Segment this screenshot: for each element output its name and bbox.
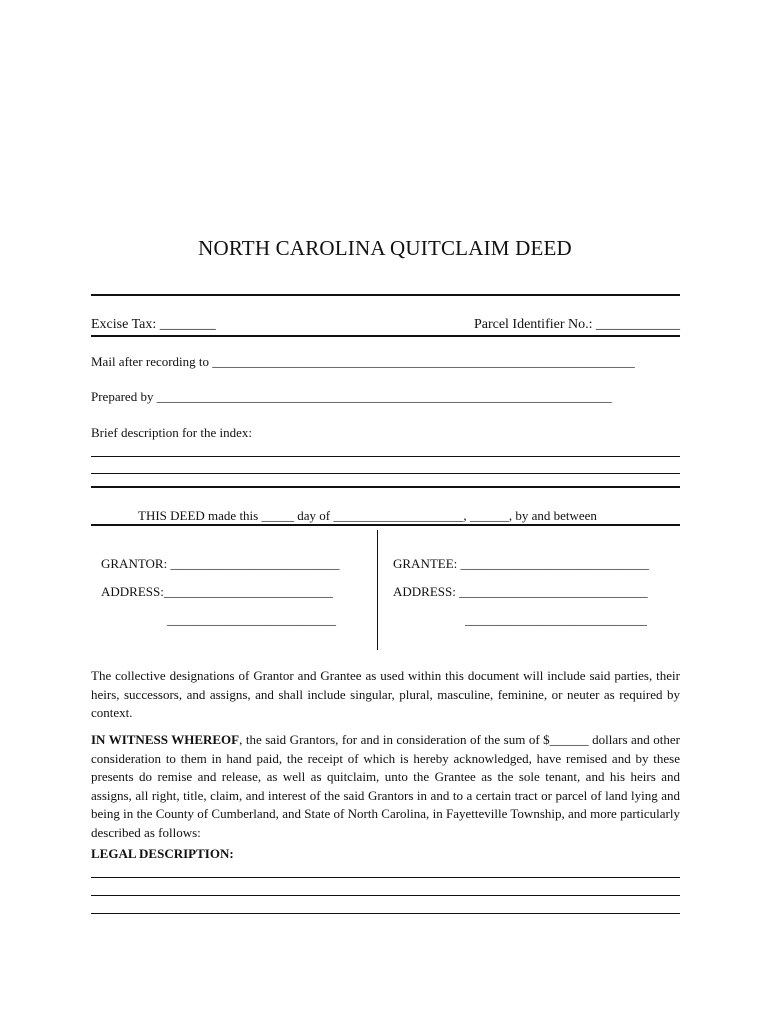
legal-line-1 [91, 877, 680, 878]
index-line-1 [91, 456, 680, 457]
header-rule [91, 335, 680, 337]
index-line-2 [91, 473, 680, 474]
parties-rule [91, 524, 680, 526]
witness-text: , the said Grantors, for and in consideration of the sum of $______ dollars and other consideration to them in hand paid, the receipt of which is hereby acknowledged, have remised and by these presents do remise and release, as well as quitclaim, unto the Grantee as the sole tenant, and his heirs and assigns, all right, title, claim, and interest of the said Grantors in and to a certain tract or parcel of land lying and being in the County of Cumberland, and State of North Carolina, in Fayetteville Township, and more particularly described as follows: [91, 732, 680, 840]
witness-paragraph [91, 731, 680, 843]
deed-made-line: THIS DEED made this _____ day of ____________________, ______, by and between [138, 508, 597, 523]
grantee-field: GRANTEE: _____________________________ [393, 556, 650, 571]
parcel-id-field: Parcel Identifier No.: ____________ [473, 317, 680, 332]
prepared-by-field: Prepared by ______________________________________________________________________ [91, 389, 612, 404]
document-title: NORTH CAROLINA QUITCLAIM DEED [198, 236, 572, 260]
index-rule [91, 486, 680, 488]
parties-divider [377, 530, 378, 650]
witness-heading: IN WITNESS WHEREOF [91, 732, 240, 747]
grantor-address-field: ADDRESS:__________________________ [101, 584, 333, 599]
mail-after-field: Mail after recording to _________________________________________________________________ [91, 354, 635, 369]
brief-description-label: Brief description for the index: [91, 425, 253, 440]
grantor-field: GRANTOR: __________________________ [101, 556, 340, 571]
grantee-address-field: ADDRESS: _____________________________ [393, 584, 648, 599]
collective-designations-paragraph: The collective designations of Grantor and Grantee as used within this document will include said parties, their heirs, successors, and assigns, and shall include singular, plural, masculine, feminine, or neuter as required by context. [91, 668, 680, 721]
legal-description-label: LEGAL DESCRIPTION: [91, 846, 234, 861]
grantee-address-line2: ____________________________ [465, 612, 647, 627]
legal-line-2 [91, 895, 680, 896]
title-rule [91, 294, 680, 296]
grantor-address-line2: __________________________ [167, 612, 336, 627]
legal-line-3 [91, 913, 680, 914]
excise-tax-field: Excise Tax: ________ [91, 317, 216, 332]
